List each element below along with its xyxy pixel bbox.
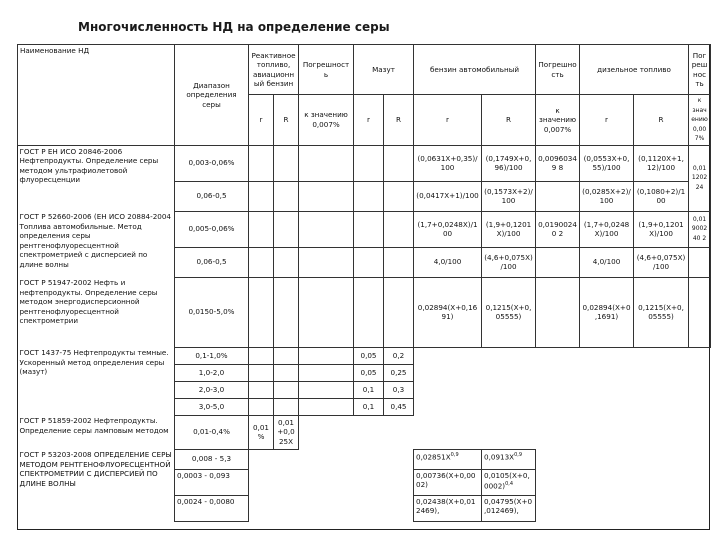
table-row	[18, 415, 711, 449]
gost1-gas-R-a: (0,1749X+0,96)/100	[482, 145, 536, 181]
gost5-name: ГОСТ Р 51859-2002 Нефтепродукты. Определение серы ламповым методом	[18, 415, 175, 449]
gost2-dsl-err: 0,01900240 2	[689, 211, 711, 247]
gas-r: r	[414, 95, 482, 146]
jet-r: r	[249, 95, 274, 146]
gost6-range-b: 0,0003 - 0,093	[175, 469, 249, 495]
header-name: Наименование НД	[18, 45, 175, 146]
gost6-gas-r-c: 0,02438(X+0,012469),	[414, 495, 482, 521]
header-mazut: Мазут	[354, 45, 414, 95]
gost4-mazut-r-4: 0,1	[354, 398, 384, 415]
gost1-gas-r-a: (0,0631X+0,35)/100	[414, 145, 482, 181]
gost6-name: ГОСТ Р 53203-2008 ОПРЕДЕЛЕНИЕ СЕРЫ МЕТОДОМ РЕНТГЕНОФЛУОРЕСЦЕНТНОЙ СПЕКТРОМЕТРИИ С ДИСПЕРСИЕЙ ПО ДЛИНЕ ВОЛНЫ	[18, 449, 175, 521]
jet-R: R	[274, 95, 299, 146]
gost4-mazut-R-2: 0,25	[384, 364, 414, 381]
gost4-range-1: 0,1-1,0%	[175, 347, 249, 364]
gost1-name: ГОСТ Р ЕН ИСО 20846-2006 Нефтепродукты. Определение серы методом ультрафиолетовой флуоресценции	[18, 145, 175, 211]
gost1-gas-err: 0,00960349 8	[536, 145, 580, 181]
gost2-dsl-R-a: (1,9+0,1201X)/100	[634, 211, 689, 247]
header-error-2: Погрешность	[536, 45, 580, 95]
gost5-jet-r: 0,01 %	[249, 415, 274, 449]
gost4-mazut-r-3: 0,1	[354, 381, 384, 398]
header-diesel: дизельное топливо	[580, 45, 689, 95]
gost2-gas-R-b: (4,6+0,075X)/100	[482, 247, 536, 277]
gost6-gas-R-a: 0,0913X	[484, 451, 515, 461]
gost6-range-a: 0,008 - 5,3	[175, 449, 249, 469]
table-row	[18, 277, 711, 347]
gost1-dsl-err: 0,01120224	[689, 145, 711, 211]
gost5-range: 0,01-0,4%	[175, 415, 249, 449]
gost1-gas-r-b: (0,0417X+1)/100	[414, 181, 482, 211]
gost2-gas-r-a: (1,7+0,0248X)/100	[414, 211, 482, 247]
gost6-exp-b: 0,4	[505, 481, 514, 487]
gost1-dsl-R-a: (0,1120X+1,12)/100	[634, 145, 689, 181]
gost6-gas-r-a: 0,02851X	[416, 451, 451, 461]
sulfur-methods-table	[17, 44, 711, 522]
gost6-gas-R-b: 0,0105(X+0,0002)	[484, 470, 530, 491]
gost4-mazut-r-2: 0,05	[354, 364, 384, 381]
gost6-range-c: 0,0024 - 0,0080	[175, 495, 249, 521]
page-title: Многочисленность НД на определение серы	[78, 20, 390, 34]
error-2-note: к значению 0,007%	[536, 95, 580, 146]
table-row	[18, 145, 711, 181]
gost2-gas-err: 0,01900240 2	[536, 211, 580, 247]
gost2-dsl-r-a: (1,7+0,0248X)/100	[580, 211, 634, 247]
error-3-note: к значению 0,007%	[689, 95, 711, 146]
gost5-jet-R: 0,01+0,025X	[274, 415, 299, 449]
gost1-range-a: 0,003-0,06%	[175, 145, 249, 181]
mazut-R: R	[384, 95, 414, 146]
header-range: Диапазон определения серы	[175, 45, 249, 146]
gost6-gas-R-c: 0,04795(X+0,012469),	[482, 495, 536, 521]
gost2-name: ГОСТ Р 52660-2006 (ЕН ИСО 20884-2004 Топлива автомобильные. Метод определения серы рентгенофлуоресцентной спектрометрией с дисперсией по длине волны	[18, 211, 175, 277]
header-row	[18, 45, 711, 95]
gost3-dsl-r: 0,02894(X+0,1691)	[580, 277, 634, 347]
table-row	[18, 449, 711, 469]
gost6-gas-r-b: 0,00736(X+0,0002)	[414, 469, 482, 495]
gost3-gas-r: 0,02894(X+0,1691)	[414, 277, 482, 347]
gost4-mazut-r-1: 0,05	[354, 347, 384, 364]
table-row	[18, 211, 711, 247]
gost2-gas-R-a: (1,9+0,1201X)/100	[482, 211, 536, 247]
gost4-name: ГОСТ 1437-75 Нефтепродукты темные. Ускоренный метод определения серы (мазут)	[18, 347, 175, 415]
gost4-range-2: 1,0-2,0	[175, 364, 249, 381]
header-gasoline: бензин автомобильный	[414, 45, 536, 95]
header-error-3: Погрешность	[689, 45, 711, 95]
gost1-range-b: 0,06-0,5	[175, 181, 249, 211]
gost1-gas-R-b: (0,1573X+2)/100	[482, 181, 536, 211]
gost4-range-4: 3,0-5,0	[175, 398, 249, 415]
dsl-r: r	[580, 95, 634, 146]
table-row	[18, 347, 711, 364]
gas-R: R	[482, 95, 536, 146]
gost2-dsl-r-b: 4,0/100	[580, 247, 634, 277]
gost2-dsl-R-b: (4,6+0,075X)/100	[634, 247, 689, 277]
gost4-range-3: 2,0-3,0	[175, 381, 249, 398]
gost3-name: ГОСТ Р 51947-2002 Нефть и нефтепродукты. Определение серы методом энергодисперсионной рентгенофлуоресцентной спектрометрии	[18, 277, 175, 347]
gost2-range-b: 0,06-0,5	[175, 247, 249, 277]
gost3-range: 0,0150-5,0%	[175, 277, 249, 347]
gost2-gas-r-b: 4,0/100	[414, 247, 482, 277]
mazut-r: r	[354, 95, 384, 146]
gost1-dsl-r-b: (0,0285X+2)/100	[580, 181, 634, 211]
gost1-dsl-r-a: (0,0553X+0,55)/100	[580, 145, 634, 181]
header-error-1: Погрешность	[299, 45, 354, 95]
gost6-exp-a: 0,9	[450, 451, 459, 458]
gost6-exp-a2: 0,9	[514, 451, 523, 458]
gost3-gas-R: 0,1215(X+0,05555)	[482, 277, 536, 347]
error-1-note: к значению 0,007%	[299, 95, 354, 146]
gost1-dsl-R-b: (0,1080+2)/100	[634, 181, 689, 211]
gost3-dsl-R: 0,1215(X+0,05555)	[634, 277, 689, 347]
dsl-R: R	[634, 95, 689, 146]
header-jet-fuel: Реактивное топливо, авиационный бензин	[249, 45, 299, 95]
gost4-mazut-R-4: 0,45	[384, 398, 414, 415]
gost4-mazut-R-3: 0,3	[384, 381, 414, 398]
gost4-mazut-R-1: 0,2	[384, 347, 414, 364]
gost2-range-a: 0,005-0,06%	[175, 211, 249, 247]
